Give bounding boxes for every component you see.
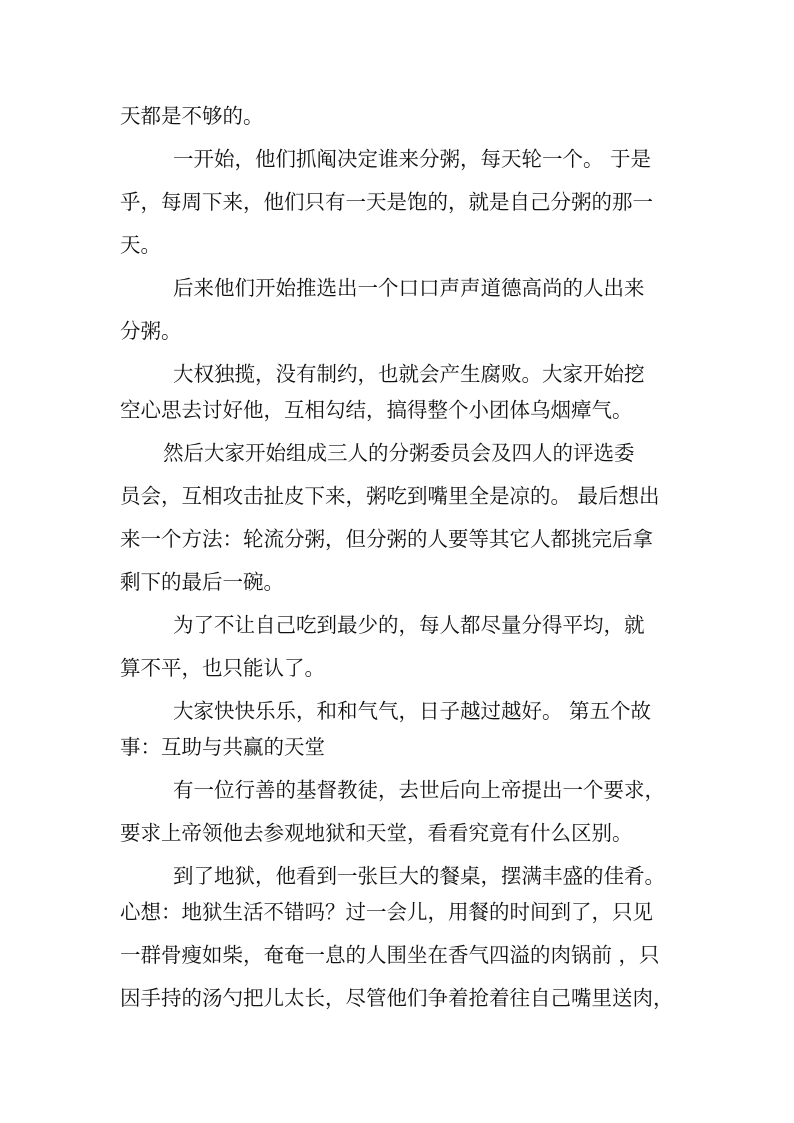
text-line: 员会，互相攻击扯皮下来，粥吃到嘴里全是凉的。 最后想出	[120, 484, 660, 508]
text-line: 一群骨瘦如柴，奄奄一息的人围坐在香气四溢的肉锅前 ，只	[120, 943, 660, 967]
text-line: 分粥。	[120, 319, 182, 343]
text-line: 为了不让自己吃到最少的，每人都尽量分得平均，就	[173, 613, 645, 637]
text-line: 心想：地狱生活不错吗？过一会儿，用餐的时间到了，只见	[120, 900, 653, 924]
text-line: 大权独揽，没有制约，也就会产生腐败。大家开始挖	[173, 362, 645, 386]
text-line: 大家快快乐乐，和和气气，日子越过越好。 第五个故	[173, 699, 652, 723]
text-line: 到了地狱，他看到一张巨大的餐桌，摆满丰盛的佳肴。	[173, 864, 665, 888]
text-line: 空心思去讨好他，互相勾结，搞得整个小团体乌烟瘴气。	[120, 398, 633, 422]
text-line: 要求上帝领他去参观地狱和天堂，看看究竟有什么区别。	[120, 821, 633, 845]
text-line: 有一位行善的基督教徒，去世后向上帝提出一个要求，	[173, 778, 665, 802]
text-line: 后来他们开始推选出一个口口声声道德高尚的人出来	[173, 276, 645, 300]
text-line: 天都是不够的。	[120, 104, 264, 128]
text-line: 乎，每周下来，他们只有一天是饱的，就是自己分粥的那一	[120, 190, 653, 214]
text-line: 一开始，他们抓阄决定谁来分粥，每天轮一个。 于是	[173, 147, 652, 171]
text-line: 事：互助与共赢的天堂	[120, 735, 325, 759]
text-line: 剩下的最后一碗。	[120, 570, 284, 594]
text-line: 来一个方法：轮流分粥，但分粥的人要等其它人都挑完后拿	[120, 527, 653, 551]
text-line: 然后大家开始组成三人的分粥委员会及四人的评选委	[163, 441, 635, 465]
text-line: 算不平，也只能认了。	[120, 656, 325, 680]
text-line: 天。	[120, 233, 161, 257]
text-line: 因手持的汤勺把儿太长，尽管他们争着抢着往自己嘴里送肉，	[120, 986, 674, 1010]
